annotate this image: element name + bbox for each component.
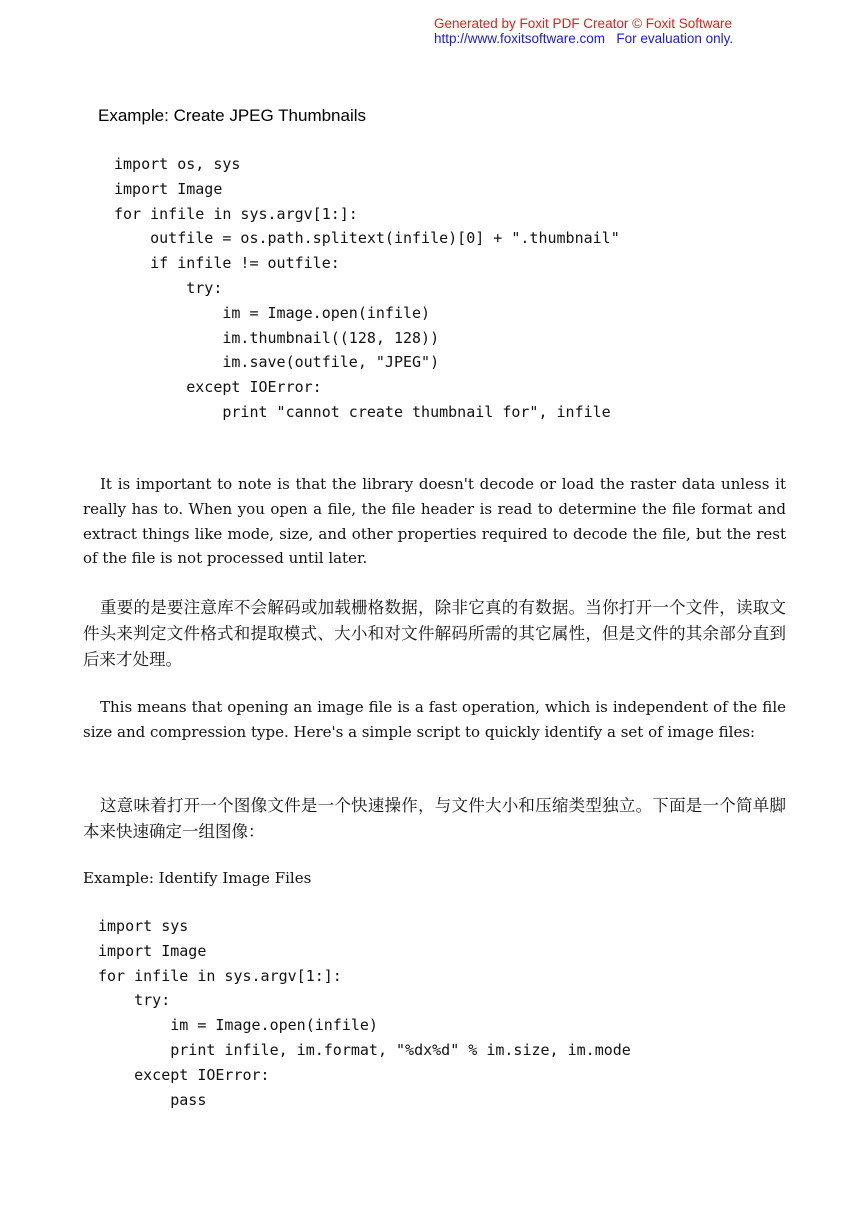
paragraph-fast-open-en: This means that opening an image file is a fast operation, which is independent of the file size and compression type. Here's a simple script to quickly identify a set of image files: xyxy=(83,698,786,741)
paragraph-fast-open-zh: 这意味着打开一个图像文件是一个快速操作，与文件大小和压缩类型独立。下面是一个简单脚本来快速确定一组图像： xyxy=(83,796,786,841)
evaluation-watermark xyxy=(434,16,733,46)
code-block-identify: import sys import Image for infile in sys.argv[1:]: try: im = Image.open(infile) print infile, im.format, "%dx%d" % im.size, im.mode except IOError: pass xyxy=(98,917,631,1109)
code-block-thumbnails: import os, sys import Image for infile in sys.argv[1:]: outfile = os.path.splitext(infile)[0] + ".thumbnail" if infile != outfile: try: im = Image.open(infile) im.thumbnail((128, 128)) im.save(outfile, "JPEG") except IOError: print "cannot create thumbnail for", infile xyxy=(114,155,620,421)
section-heading-identify: Example: Identify Image Files xyxy=(83,869,312,887)
watermark-link[interactable]: http://www.foxitsoftware.com xyxy=(434,31,606,46)
paragraph-lazy-loading-en: It is important to note is that the library doesn't decode or load the raster data unless it really has to. When you open a file, the file header is read to determine the file format and extract things like mode, size, and other properties required to decode the file, but the rest of the file is not processed until later. xyxy=(83,475,786,568)
watermark-title: Generated by Foxit PDF Creator © Foxit Software xyxy=(434,16,733,31)
watermark-line2 xyxy=(434,31,733,46)
watermark-note: For evaluation only. xyxy=(616,31,734,46)
paragraph-lazy-loading-zh: 重要的是要注意库不会解码或加载栅格数据，除非它真的有数据。当你打开一个文件，读取文件头来判定文件格式和提取模式、大小和对文件解码所需的其它属性，但是文件的其余部分直到后来才处理。 xyxy=(83,598,786,669)
section-heading-thumbnails: Example: Create JPEG Thumbnails xyxy=(98,106,367,125)
